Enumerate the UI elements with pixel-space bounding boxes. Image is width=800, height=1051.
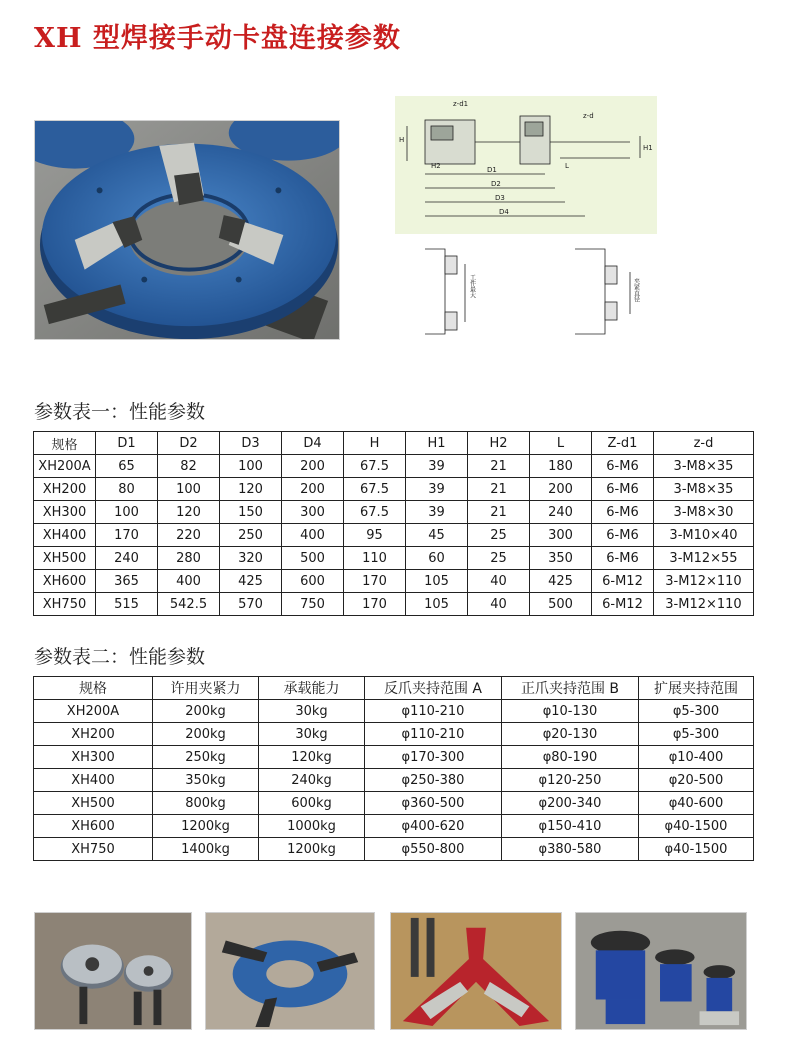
table-cell: 95 — [344, 524, 406, 547]
table-cell: 280 — [158, 547, 220, 570]
table-cell: 3-M8×35 — [654, 455, 754, 478]
table-cell: 6-M6 — [592, 455, 654, 478]
table-cell: φ20-130 — [502, 723, 639, 746]
table-cell: 82 — [158, 455, 220, 478]
table-cell: 220 — [158, 524, 220, 547]
table-cell: 1200kg — [259, 838, 365, 861]
drawing-label-d2: D2 — [491, 180, 501, 188]
table-cell: 3-M12×110 — [654, 593, 754, 616]
table-cell: 6-M6 — [592, 501, 654, 524]
table-row — [34, 815, 754, 838]
table-cell: 6-M6 — [592, 478, 654, 501]
table-cell: 105 — [406, 570, 468, 593]
table-cell: 542.5 — [158, 593, 220, 616]
table-cell: 750 — [282, 593, 344, 616]
page-title: XH 型焊接手动卡盘连接参数 — [34, 23, 401, 54]
header-cell: z-d — [654, 432, 754, 455]
table-cell: φ110-210 — [365, 700, 502, 723]
table-cell: 300 — [530, 524, 592, 547]
table-cell: 120 — [158, 501, 220, 524]
drawing-label-l: L — [565, 162, 569, 170]
table-cell: 350 — [530, 547, 592, 570]
table-cell: φ40-1500 — [639, 838, 754, 861]
welding-positioners-photo — [575, 912, 747, 1030]
table-cell: 3-M10×40 — [654, 524, 754, 547]
table-cell: 105 — [406, 593, 468, 616]
table-cell: 110 — [344, 547, 406, 570]
header-cell: H — [344, 432, 406, 455]
table-cell: 67.5 — [344, 455, 406, 478]
drawing-label-h2: H2 — [431, 162, 441, 170]
table-cell: XH600 — [34, 815, 153, 838]
performance-table-2 — [33, 676, 754, 861]
table-cell: 40 — [468, 570, 530, 593]
table-cell: 240kg — [259, 769, 365, 792]
table-cell: 3-M12×55 — [654, 547, 754, 570]
table-cell: 39 — [406, 501, 468, 524]
red-chuck-jaws-photo — [390, 912, 562, 1030]
header-cell: D1 — [96, 432, 158, 455]
drawing-label-h1: H1 — [643, 144, 653, 152]
table-cell: 250 — [220, 524, 282, 547]
table-cell: 425 — [220, 570, 282, 593]
table-cell: φ110-210 — [365, 723, 502, 746]
header-cell: H1 — [406, 432, 468, 455]
table-cell: 180 — [530, 455, 592, 478]
table-cell: 250kg — [153, 746, 259, 769]
table-cell: 67.5 — [344, 478, 406, 501]
header-cell: D3 — [220, 432, 282, 455]
table-cell: φ80-190 — [502, 746, 639, 769]
table-cell: XH200 — [34, 723, 153, 746]
header-cell: 规格 — [34, 432, 96, 455]
table-cell: φ380-580 — [502, 838, 639, 861]
table-cell: 800kg — [153, 792, 259, 815]
table-cell: 21 — [468, 501, 530, 524]
table-cell: 600 — [282, 570, 344, 593]
table2-title: 参数表二：性能参数 — [34, 646, 206, 668]
table-cell: 240 — [530, 501, 592, 524]
section-label-right: 夹紧直径 — [632, 278, 640, 302]
main-chuck-photo — [34, 120, 340, 340]
drawing-label-h: H — [399, 136, 405, 144]
table-row — [34, 455, 754, 478]
table-cell: φ40-1500 — [639, 815, 754, 838]
table-cell: 200kg — [153, 700, 259, 723]
drawing-label-d4: D4 — [499, 208, 509, 216]
table-cell: φ120-250 — [502, 769, 639, 792]
table-cell: 170 — [344, 570, 406, 593]
table-cell: XH500 — [34, 792, 153, 815]
table-cell: XH200A — [34, 700, 153, 723]
table-row — [34, 838, 754, 861]
header-cell: L — [530, 432, 592, 455]
table-cell: 425 — [530, 570, 592, 593]
table-row — [34, 700, 754, 723]
table-cell: 30kg — [259, 723, 365, 746]
table-cell: 1200kg — [153, 815, 259, 838]
table-cell: XH750 — [34, 593, 96, 616]
table-cell: XH500 — [34, 547, 96, 570]
table-cell: 200 — [282, 478, 344, 501]
header-cell: 许用夹紧力 — [153, 677, 259, 700]
table-row — [34, 501, 754, 524]
table-cell: φ10-130 — [502, 700, 639, 723]
table-cell: 400 — [282, 524, 344, 547]
chuck-dimension-drawing — [395, 96, 657, 234]
table-cell: 500 — [530, 593, 592, 616]
table-cell: 1400kg — [153, 838, 259, 861]
table-cell: 40 — [468, 593, 530, 616]
table-cell: 1000kg — [259, 815, 365, 838]
table-cell: 600kg — [259, 792, 365, 815]
header-cell: 正爪夹持范围 B — [502, 677, 639, 700]
table-cell: φ5-300 — [639, 700, 754, 723]
table-cell: 3-M8×35 — [654, 478, 754, 501]
table-cell: 39 — [406, 478, 468, 501]
header-cell: H2 — [468, 432, 530, 455]
blue-chuck-jaws-photo — [205, 912, 375, 1030]
table-cell: XH300 — [34, 501, 96, 524]
table-cell: 60 — [406, 547, 468, 570]
table-cell: 170 — [96, 524, 158, 547]
drawing-label-d3: D3 — [495, 194, 505, 202]
performance-table-1 — [33, 431, 754, 616]
table-cell: φ5-300 — [639, 723, 754, 746]
header-cell: 承载能力 — [259, 677, 365, 700]
table-row — [34, 570, 754, 593]
table-cell: 320 — [220, 547, 282, 570]
table-cell: 6-M12 — [592, 593, 654, 616]
table-row — [34, 723, 754, 746]
table-cell: XH400 — [34, 524, 96, 547]
header-cell: D4 — [282, 432, 344, 455]
table-cell: 21 — [468, 455, 530, 478]
table-cell: 39 — [406, 455, 468, 478]
table-cell: 6-M6 — [592, 547, 654, 570]
table-cell: φ40-600 — [639, 792, 754, 815]
table-cell: XH750 — [34, 838, 153, 861]
table-cell: 100 — [96, 501, 158, 524]
table-cell: 100 — [158, 478, 220, 501]
table-cell: 150 — [220, 501, 282, 524]
table-cell: φ10-400 — [639, 746, 754, 769]
table-row — [34, 593, 754, 616]
table-cell: 170 — [344, 593, 406, 616]
table-cell: 3-M8×30 — [654, 501, 754, 524]
section-label-left: 工件最大 — [468, 274, 476, 298]
forward-jaw-section-drawing — [570, 244, 655, 339]
table-cell: 365 — [96, 570, 158, 593]
table-cell: XH600 — [34, 570, 96, 593]
table-row — [34, 769, 754, 792]
table-cell: 200 — [530, 478, 592, 501]
table-cell: 400 — [158, 570, 220, 593]
table-row — [34, 478, 754, 501]
table-cell: 570 — [220, 593, 282, 616]
table-cell: φ200-340 — [502, 792, 639, 815]
header-cell: 扩展夹持范围 — [639, 677, 754, 700]
table-cell: 120kg — [259, 746, 365, 769]
table-cell: 3-M12×110 — [654, 570, 754, 593]
table-cell: 80 — [96, 478, 158, 501]
drawing-label-d1: D1 — [487, 166, 497, 174]
table-cell: XH200A — [34, 455, 96, 478]
header-cell: 规格 — [34, 677, 153, 700]
header-cell: Z-d1 — [592, 432, 654, 455]
reverse-jaw-section-drawing — [420, 244, 505, 339]
table-cell: XH200 — [34, 478, 96, 501]
table-cell: φ400-620 — [365, 815, 502, 838]
table-cell: φ250-380 — [365, 769, 502, 792]
table-cell: 67.5 — [344, 501, 406, 524]
table1-title: 参数表一：性能参数 — [34, 401, 206, 423]
table-cell: 45 — [406, 524, 468, 547]
table-cell: 515 — [96, 593, 158, 616]
drawing-label-z-d: z-d — [583, 112, 594, 120]
table-cell: φ170-300 — [365, 746, 502, 769]
table-cell: 350kg — [153, 769, 259, 792]
table-cell: 500 — [282, 547, 344, 570]
table-cell: 30kg — [259, 700, 365, 723]
table-row — [34, 547, 754, 570]
table-cell: 6-M6 — [592, 524, 654, 547]
table-cell: 65 — [96, 455, 158, 478]
table-cell: 25 — [468, 524, 530, 547]
table-cell: 240 — [96, 547, 158, 570]
table-cell: 200kg — [153, 723, 259, 746]
small-chucks-photo — [34, 912, 192, 1030]
table-cell: φ150-410 — [502, 815, 639, 838]
drawing-label-z-d1: z-d1 — [453, 100, 469, 108]
table-cell: 200 — [282, 455, 344, 478]
table-row — [34, 792, 754, 815]
table-cell: XH400 — [34, 769, 153, 792]
table-row — [34, 746, 754, 769]
table-cell: φ360-500 — [365, 792, 502, 815]
table-cell: 100 — [220, 455, 282, 478]
table-cell: 21 — [468, 478, 530, 501]
table-cell: 120 — [220, 478, 282, 501]
table-row — [34, 524, 754, 547]
table-cell: 25 — [468, 547, 530, 570]
table-cell: φ20-500 — [639, 769, 754, 792]
header-cell: D2 — [158, 432, 220, 455]
table-cell: 300 — [282, 501, 344, 524]
header-cell: 反爪夹持范围 A — [365, 677, 502, 700]
table-cell: φ550-800 — [365, 838, 502, 861]
table-cell: 6-M12 — [592, 570, 654, 593]
table-cell: XH300 — [34, 746, 153, 769]
